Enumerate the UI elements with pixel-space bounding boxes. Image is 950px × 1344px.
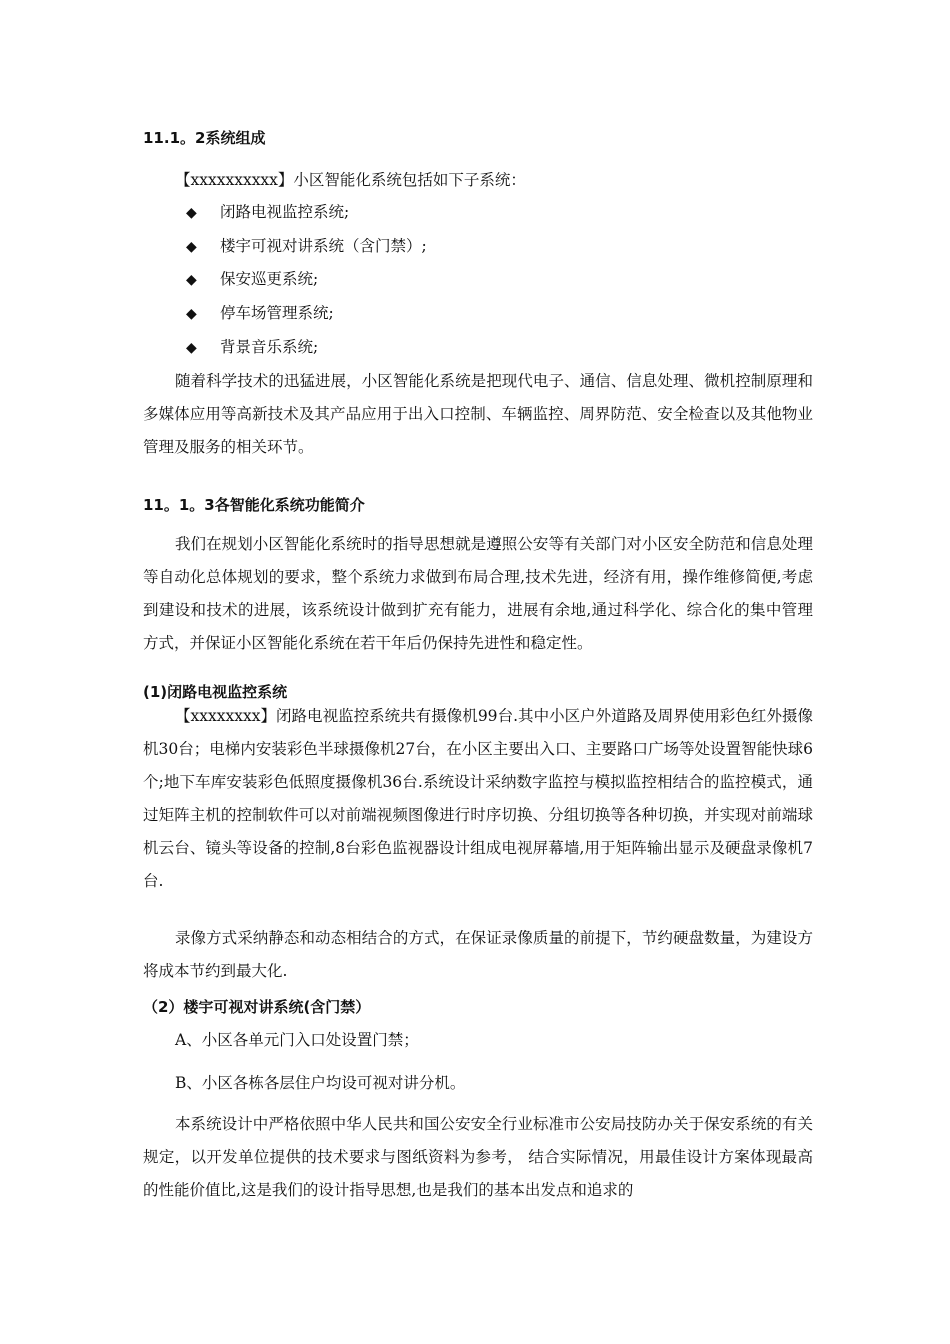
list-item-label: 停车场管理系统; xyxy=(220,304,334,322)
diamond-bullet-icon: ◆ xyxy=(186,306,197,322)
list-item xyxy=(186,202,349,223)
section-heading-11-1-2: 11.1。2系统组成 xyxy=(143,129,266,147)
list-item-label: 背景音乐系统; xyxy=(220,338,319,356)
diamond-bullet-icon: ◆ xyxy=(186,205,197,221)
body-paragraph: 本系统设计中严格依照中华人民共和国公安安全行业标准市公安局技防办关于保安系统的有关规定，以开发单位提供的技术要求与图纸资料为参考， 结合实际情况，用最佳设计方案体现最高的性能价值比,这是我们的设计指导思想,也是我们的基本出发点和追求的 xyxy=(143,1115,813,1199)
list-item-label: 保安巡更系统; xyxy=(220,270,319,288)
list-item xyxy=(186,236,427,257)
cctv-heading: (1)闭路电视监控系统 xyxy=(143,683,288,701)
intercom-item-b: B、小区各栋各层住户均设可视对讲分机。 xyxy=(175,1074,466,1092)
intercom-heading: （2）楼宇可视对讲系统(含门禁） xyxy=(143,998,371,1016)
body-paragraph: 【xxxxxxxx】闭路电视监控系统共有摄像机99台.其中小区户外道路及周界使用彩色红外摄像机30台；电梯内安装彩色半球摄像机27台，在小区主要出入口、主要路口广场等处设置智能快球6个;地下车库安装彩色低照度摄像机36台.系统设计采纳数字监控与模拟监控相结合的监控模式，通过矩阵主机的控制软件可以对前端视频图像进行时序切换、分组切换等各种切换，并实现对前端球机云台、镜头等设备的控制,8台彩色监视器设计组成电视屏幕墙,用于矩阵输出显示及硬盘录像机7台. xyxy=(143,707,813,890)
list-item xyxy=(186,303,334,324)
list-item xyxy=(186,269,318,290)
diamond-bullet-icon: ◆ xyxy=(186,272,197,288)
intercom-item-a: A、小区各单元门入口处设置门禁； xyxy=(175,1031,419,1049)
body-paragraph: 我们在规划小区智能化系统时的指导思想就是遵照公安等有关部门对小区安全防范和信息处理等自动化总体规划的要求，整个系统力求做到布局合理,技术先进，经济有用，操作维修简便,考虑到建设和技术的进展，该系统设计做到扩充有能力，进展有余地,通过科学化、综合化的集中管理方式，并保证小区智能化系统在若干年后仍保持先进性和稳定性。 xyxy=(143,535,813,652)
list-item xyxy=(186,337,318,358)
body-paragraph: 录像方式采纳静态和动态相结合的方式，在保证录像质量的前提下，节约硬盘数量，为建设方将成本节约到最大化. xyxy=(143,929,813,980)
diamond-bullet-icon: ◆ xyxy=(186,239,197,255)
list-item-label: 闭路电视监控系统; xyxy=(220,203,350,221)
diamond-bullet-icon: ◆ xyxy=(186,340,197,356)
body-paragraph: 随着科学技术的迅猛进展，小区智能化系统是把现代电子、通信、信息处理、微机控制原理和多媒体应用等高新技术及其产品应用于出入口控制、车辆监控、周界防范、安全检查以及其他物业管理及服务的相关环节。 xyxy=(143,372,813,456)
list-item-label: 楼宇可视对讲系统（含门禁）; xyxy=(220,237,427,255)
section-heading-11-1-3: 11。1。3各智能化系统功能简介 xyxy=(143,496,365,514)
subsystem-intro: 【xxxxxxxxxx】小区智能化系统包括如下子系统： xyxy=(175,171,526,189)
